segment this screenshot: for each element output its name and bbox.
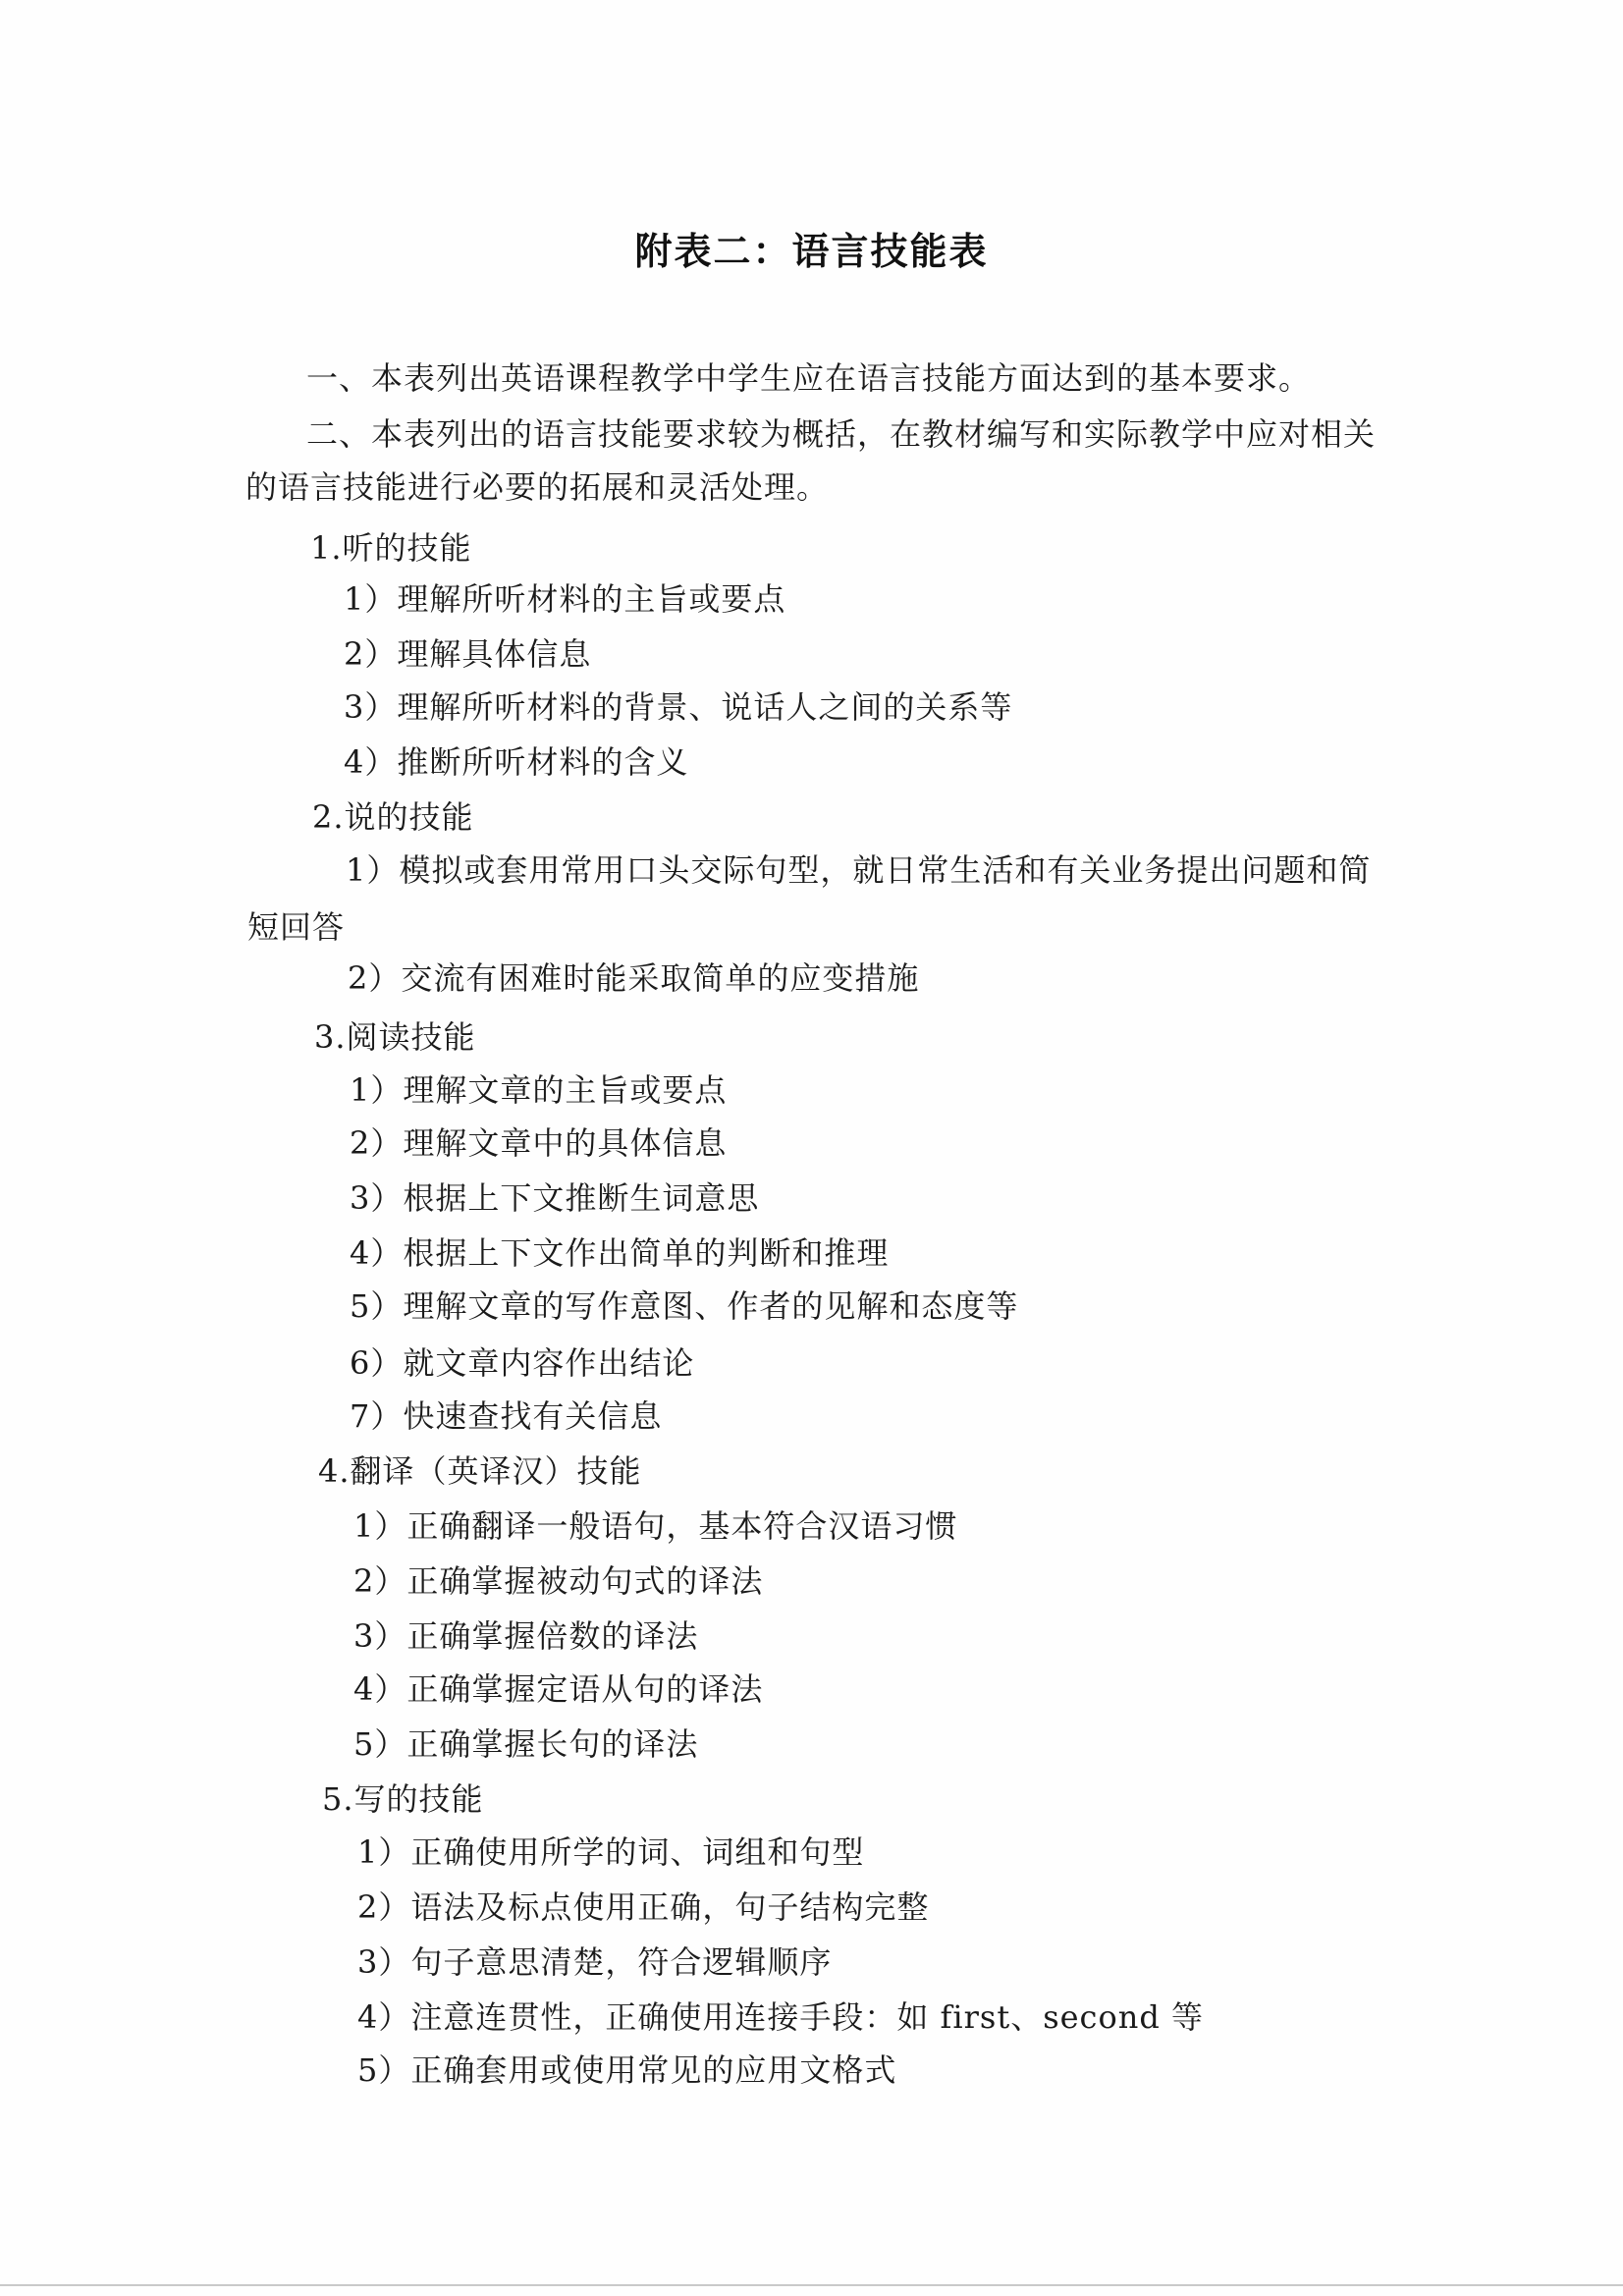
list-item: 4）正确掌握定语从句的译法 <box>353 1670 764 1708</box>
intro-line-3: 的语言技能进行必要的拓展和灵活处理。 <box>245 468 830 506</box>
list-item: 7）快速查找有关信息 <box>350 1397 663 1435</box>
list-item: 1）正确翻译一般语句，基本符合汉语习惯 <box>353 1507 958 1545</box>
list-item: 3）理解所听材料的背景、说话人之间的关系等 <box>344 688 1013 726</box>
list-item: 5）理解文章的写作意图、作者的见解和态度等 <box>350 1287 1019 1325</box>
list-item: 1）理解所听材料的主旨或要点 <box>344 580 786 618</box>
list-item: 3）正确掌握倍数的译法 <box>353 1617 699 1655</box>
list-item: 1）理解文章的主旨或要点 <box>350 1071 728 1109</box>
intro-line-2: 二、本表列出的语言技能要求较为概括，在教材编写和实际教学中应对相关 <box>306 415 1377 453</box>
list-item: 6）就文章内容作出结论 <box>350 1344 695 1382</box>
list-item: 4）根据上下文作出简单的判断和推理 <box>350 1234 890 1272</box>
section-heading-listening: 1.听的技能 <box>310 529 472 567</box>
list-item: 2）正确掌握被动句式的译法 <box>353 1562 764 1600</box>
list-item: 2）交流有困难时能采取简单的应变措施 <box>348 959 920 997</box>
page-bottom-edge <box>0 2284 1623 2286</box>
list-item: 1）模拟或套用常用口头交际句型，就日常生活和有关业务提出问题和简 <box>346 851 1372 889</box>
page-title: 附表二：语言技能表 <box>634 230 989 273</box>
list-item: 1）正确使用所学的词、词组和句型 <box>357 1833 865 1871</box>
list-item: 2）语法及标点使用正确，句子结构完整 <box>357 1888 930 1926</box>
list-item: 2）理解具体信息 <box>344 635 592 673</box>
list-item: 4）推断所听材料的含义 <box>344 743 689 781</box>
section-heading-writing: 5.写的技能 <box>322 1780 484 1818</box>
list-item-continuation: 短回答 <box>247 908 346 946</box>
section-heading-reading: 3.阅读技能 <box>314 1018 476 1056</box>
list-item: 2）理解文章中的具体信息 <box>350 1124 728 1162</box>
list-item: 4）注意连贯性，正确使用连接手段：如 first、second 等 <box>357 1998 1205 2036</box>
list-item: 3）句子意思清楚，符合逻辑顺序 <box>357 1943 833 1981</box>
section-heading-translation: 4.翻译（英译汉）技能 <box>318 1452 642 1490</box>
section-heading-speaking: 2.说的技能 <box>312 798 474 836</box>
list-item: 5）正确掌握长句的译法 <box>353 1725 699 1763</box>
list-item: 3）根据上下文推断生词意思 <box>350 1179 760 1217</box>
list-item: 5）正确套用或使用常见的应用文格式 <box>357 2051 897 2089</box>
intro-line-1: 一、本表列出英语课程教学中学生应在语言技能方面达到的基本要求。 <box>306 359 1312 397</box>
